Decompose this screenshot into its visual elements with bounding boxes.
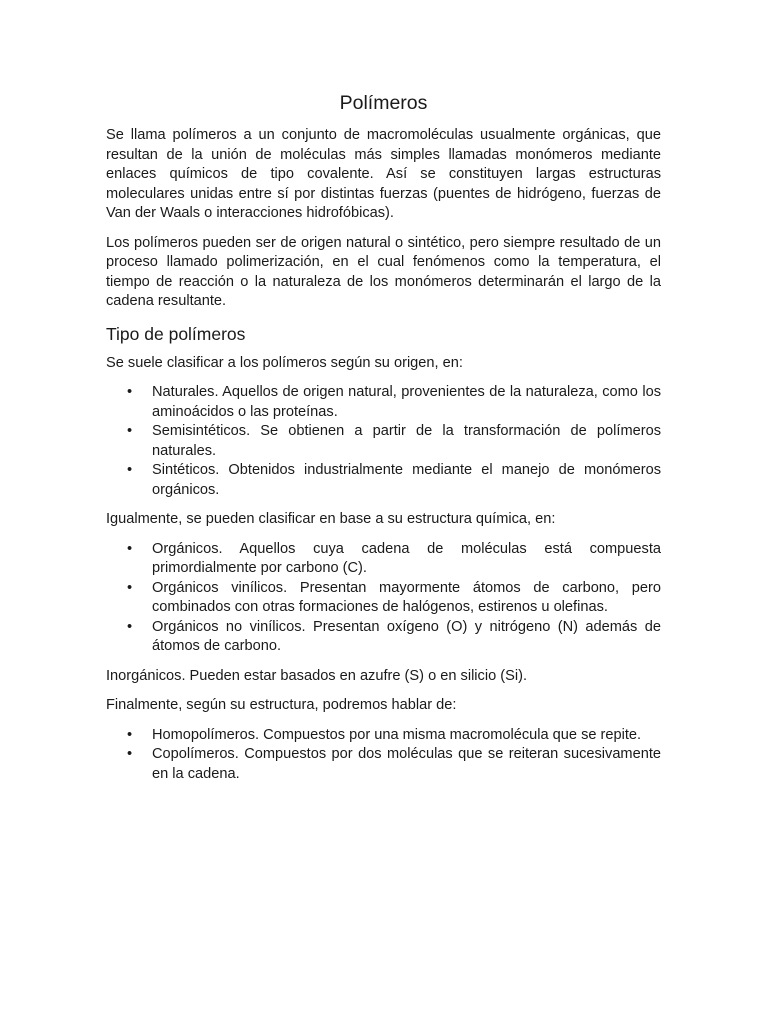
list-item-text: Naturales. Aquellos de origen natural, provenientes de la naturaleza, como los aminoácidos o las proteínas.: [152, 384, 661, 420]
list-item: [106, 422, 661, 461]
list-item-text: Sintéticos. Obtenidos industrialmente mediante el manejo de monómeros orgánicos.: [152, 462, 661, 498]
structure-intro: Finalmente, según su estructura, podremos hablar de:: [106, 697, 457, 713]
bullet-icon: •: [127, 726, 133, 743]
inorganic-paragraph: Inorgánicos. Pueden estar basados en azufre (S) o en silicio (Si).: [106, 667, 528, 684]
list-item: [106, 745, 661, 784]
bullet-icon: •: [127, 462, 133, 478]
bullet-icon: •: [127, 384, 133, 400]
list-item: [106, 618, 661, 657]
section-heading: Tipo de polímeros: [106, 323, 246, 344]
intro-paragraph-1: Se llama polímeros a un conjunto de macromoléculas usualmente orgánicas, que resultan de la unión de moléculas más simples llamadas monómeros mediante enlaces químicos de tipo covalente. Así se constituyen largas estructuras moleculares unidas entre sí por distintas fuerzas (puentes de hidrógeno, fuerzas de Van der Waals o interacciones hidrofóbicas).: [106, 127, 661, 221]
list-item-text: Orgánicos vinílicos. Presentan mayormente átomos de carbono, pero combinados con otras formaciones de halógenos, estirenos u olefinas.: [152, 579, 661, 615]
intro-paragraph-2: Los polímeros pueden ser de origen natural o sintético, pero siempre resultado de un proceso llamado polimerización, en el cual fenómenos como la temperatura, el tiempo de reacción o la naturaleza de los monómeros determinarán el largo de la cadena resultante.: [106, 234, 661, 309]
document-title: Polímeros: [339, 92, 428, 114]
structure-list: [106, 726, 661, 785]
chem-intro: Igualmente, se pueden clasificar en base a su estructura química, en:: [106, 511, 556, 527]
list-item: [106, 461, 661, 500]
chem-list: [106, 540, 661, 657]
list-item-text: Copolímeros. Compuestos por dos moléculas que se reiteran sucesivamente en la cadena.: [152, 746, 661, 782]
list-item-text: Semisintéticos. Se obtienen a partir de la transformación de polímeros naturales.: [152, 423, 661, 459]
bullet-icon: •: [127, 423, 133, 439]
bullet-icon: •: [127, 579, 133, 596]
list-item: [106, 383, 661, 422]
bullet-icon: •: [127, 618, 133, 635]
list-item: [106, 726, 661, 746]
list-item-text: Homopolímeros. Compuestos por una misma macromolécula que se repite.: [152, 726, 642, 743]
list-item: [106, 579, 661, 618]
bullet-icon: •: [127, 746, 133, 762]
bullet-icon: •: [127, 540, 133, 557]
list-item-text: Orgánicos no vinílicos. Presentan oxígeno (O) y nitrógeno (N) además de átomos de carbono.: [152, 618, 661, 654]
list-item-text: Orgánicos. Aquellos cuya cadena de moléculas está compuesta primordialmente por carbono (C).: [152, 540, 661, 576]
list-item: [106, 540, 661, 579]
document-content: [106, 90, 661, 794]
origin-list: [106, 383, 661, 500]
origin-intro: Se suele clasificar a los polímeros según su origen, en:: [106, 354, 463, 371]
